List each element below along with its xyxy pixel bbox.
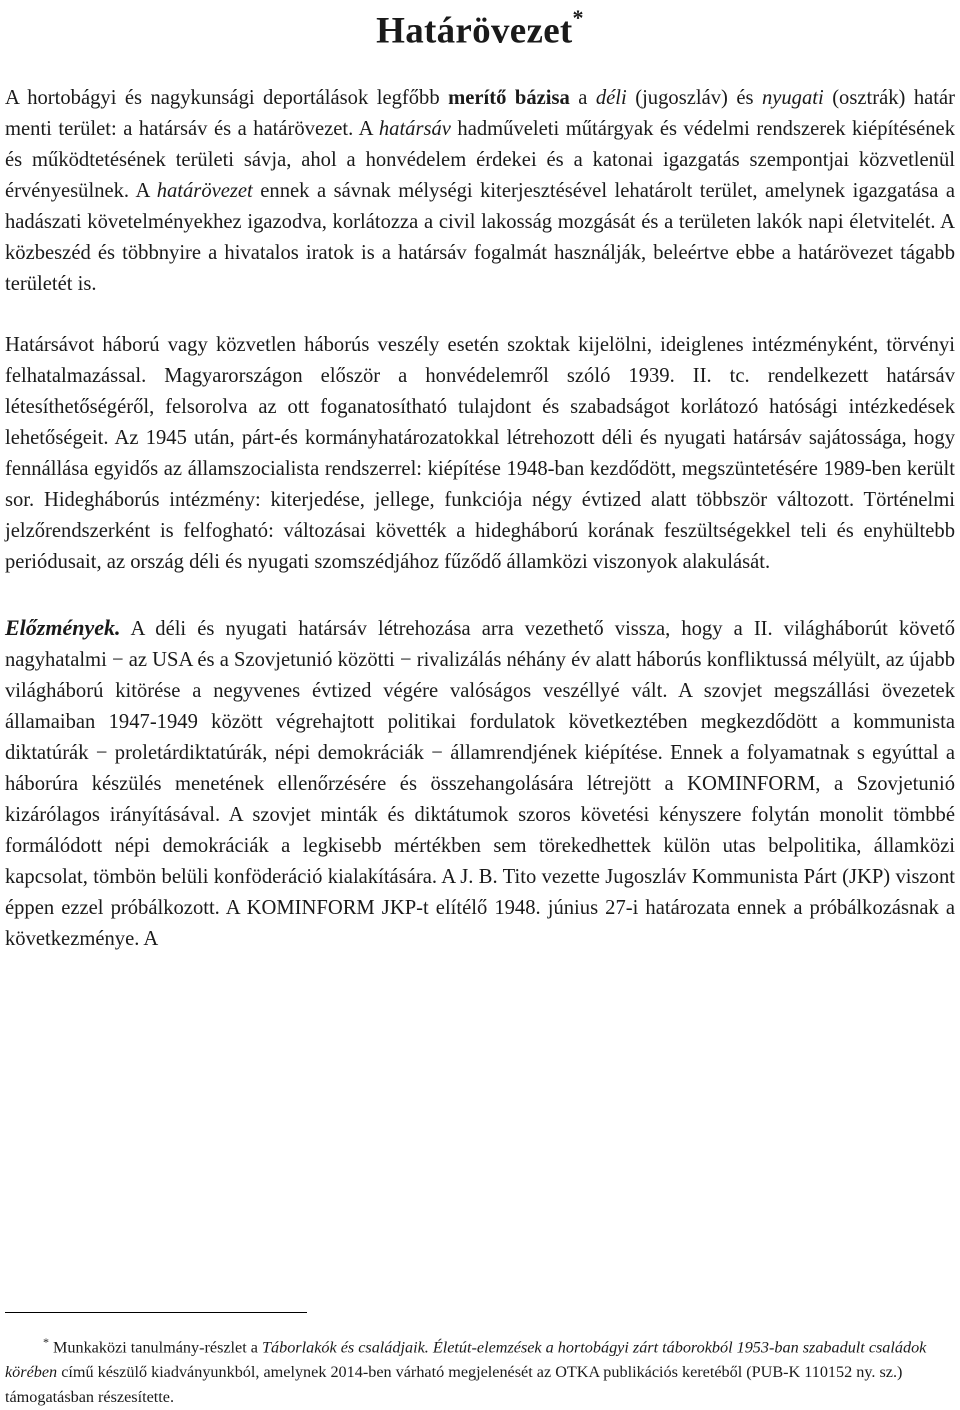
paragraph-history: [5, 330, 955, 578]
text-span: Határsávot háború vagy közvetlen háborús veszély esetén szoktak kijelölni, ideiglenes intézményként, törvényi felhatalmazással. Magyarországon először a honvédelemről szóló 1939. II. tc. rendelkezett határsáv létesíthetőségéről, felsorolva az ott foganatosítható tulajdont és szabadságot korlátozó hatósági intézkedések lehetőségeit. Az 1945 után, párt-és kormányhatározatokkal létrehozott déli és nyugati határsáv sajátossága, hogy fennállása egyidős az államszocialista rendszerrel: kiépítése 1948-ban kezdődött, megszüntetésére 1989-ben került sor. Hidegháborús intézmény: kiterjedése, jellege, funkciója négy évtized alatt többször változott. Történelmi jelzőrendszerként is felfogható: változásai követték a hidegháború korának feszültségekkel teli és enyhültebb periódusait, az ország déli és nyugati szomszédjához fűződő államközi viszonyok alakulását.: [5, 334, 955, 574]
page-title: [5, 0, 955, 53]
document-page: [5, 0, 955, 1407]
title-footnote-mark: *: [572, 5, 584, 30]
text-span: határsáv: [378, 118, 451, 141]
title-text: Határövezet: [376, 10, 573, 52]
text-span: déli: [595, 87, 627, 110]
text-span: határövezet: [156, 180, 253, 203]
text-span: ennek a sávnak mélységi kiterjesztésével lehatárolt terület, amelynek igazgatása a hadászati követelményekhez igazodva, korlátozza a civil lakosság mozgását és a területen lakók napi életvitelét. A közbeszéd és többnyire a hivatalos iratok is a határsáv fogalmát használják, beleértve ebbe a határövezet tágabb területét is.: [5, 180, 955, 296]
footnote-text: [5, 1338, 926, 1406]
text-span: A hortobágyi és nagykunsági deportálások legfőbb: [5, 87, 449, 110]
text-span: Táborlakók és családjaik. Életút-elemzések a hortobágyi zárt táborokból 1953-ban szabadult családok körében: [5, 1338, 927, 1382]
text-span: A déli és nyugati határsáv létrehozása arra vezethető vissza, hogy a II. világháborút követő nagyhatalmi − az USA és a Szovjetunió közötti − rivalizálás néhány év alatt háborús konfliktussá mélyült, az újabb világháború kitörése a negyvenes évtized végére valóságos veszéllyé vált. A szovjet megszállási övezetek államaiban 1947-1949 között végrehajtott politikai fordulatok következtében megkezdődött a kommunista diktatúrák − proletárdiktatúrák, népi demokráciák − államrendjének kiépítése. Ennek a folyamatnak s egyúttal a háborúra készülés menetének ellenőrzésére és összehangolására létrejött a KOMINFORM, a Szovjetunió kizárólagos irányításával. A szovjet minták és diktátumok szoros követési kényszere folytán monolit tömbbé formálódott népi demokráciák a legkisebb mértékben sem törekedhettek külön utas belpolitika, államközi kapcsolat, tömbön belüli konföderáció kialakítására. A J. B. Tito vezette Jugoszláv Kommunista Párt (JKP) viszont éppen ezzel próbálkozott. A KOMINFORM JKP-t elítélő 1948. június 27-i határozata ennek a próbálkozásnak a következménye. A: [5, 618, 955, 951]
text-span: (jugoszláv) és: [626, 87, 762, 110]
text-span: című készülő kiadványunkból, amelynek 2014-ben várható megjelenését az OTKA publikációs keretéből (PUB-K 110152 ny. sz.) támogatásban részesítette.: [5, 1363, 903, 1407]
text-span: merítő bázisa: [448, 87, 570, 110]
text-span: (osztrák) határ menti terület: a határsáv és a határövezet. A: [5, 87, 955, 141]
text-span: hadműveleti műtárgyak és védelmi rendszerek kiépítésének és működtetésének területi sávja, ahol a honvédelem érdekei és a katonai igazgatás szempontjai közvetlenül érvényesülnek. A: [5, 118, 955, 203]
paragraph-antecedents: [5, 612, 955, 955]
text-span: a: [569, 87, 596, 110]
paragraph-definitions: [5, 83, 955, 300]
footnote: [5, 1330, 955, 1410]
text-span: nyugati: [761, 87, 824, 110]
text-span: Munkaközi tanulmány-részlet a: [53, 1338, 263, 1357]
section-heading: Előzmények.: [5, 615, 121, 641]
footnote-mark: *: [43, 1335, 49, 1349]
footnote-separator: [5, 1312, 307, 1313]
